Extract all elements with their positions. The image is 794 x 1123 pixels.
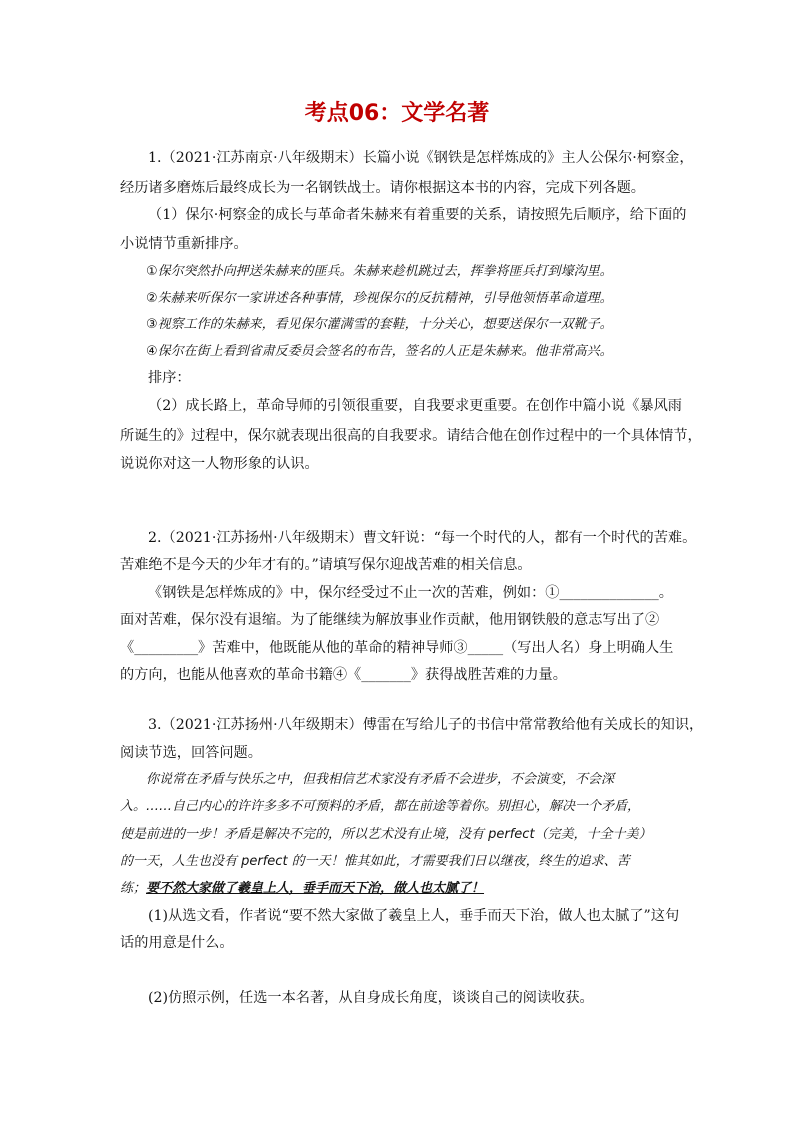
q2-stem-line-1: 2.（2021·江苏扬州·八年级期末）曹文轩说：“每一个时代的人，都有一个时代的苦难。 [148,530,697,546]
q3-sub2-line: (2)仿照示例，任选一本名著，从自身成长角度，谈谈自己的阅读收获。 [148,990,594,1006]
q1-option-1: ①保尔突然扑向押送朱赫来的匪兵。朱赫来趁机跳过去，挥拳将匪兵打到壕沟里。 [146,264,613,279]
q1-sub2-line-1: （2）成长路上，革命导师的引领很重要，自我要求更重要。在创作中篇小说《暴风雨 [148,398,682,414]
q1-stem-line-2: 经历诸多磨炼后最终成长为一名钢铁战士。请你根据这本书的内容，完成下列各题。 [120,180,645,196]
q3-stem-line-1: 3.（2021·江苏扬州·八年级期末）傅雷在写给儿子的书信中常常教给他有关成长的知识， [148,717,704,733]
q2-blank-line-2: 面对苦难，保尔没有退缩。为了能继续为解放事业作贡献，他用钢铁般的意志写出了② [120,612,660,628]
page-title: 考点06：文学名著 [304,101,490,126]
q3-excerpt-line-3: 使是前进的一步！矛盾是解决不完的，所以艺术没有止境，没有 perfect（完美，十全十美） [120,827,652,842]
q3-excerpt-line-5 [120,879,484,899]
q1-option-2: ②朱赫来听保尔一家讲述各种事情，珍视保尔的反抗精神，引导他领悟革命道理。 [146,291,613,306]
q3-excerpt-line-2: 入。……自己内心的许许多多不可预料的矛盾，都在前途等着你。别担心，解决一个矛盾， [120,799,641,814]
q3-excerpt-line-5-start: 练； [120,881,147,896]
q2-blank-line-1: 《钢铁是怎样炼成的》中，保尔经受过不止一次的苦难，例如：①______________。 [148,585,673,601]
q3-excerpt-line-4: 的一天，人生也没有 perfect 的一天！惟其如此，才需要我们日以继夜，终生的追求、苦 [120,854,630,869]
q1-sub1-line-2: 小说情节重新排序。 [120,236,248,252]
q2-blank-line-4: 的方向，也能从他喜欢的革命书籍④《_______》获得战胜苦难的力量。 [120,667,567,683]
q3-sub1-line-1: (1)从选文看，作者说“要不然大家做了羲皇上人，垂手而天下治，做人也太腻了”这句 [148,908,680,924]
q1-option-3: ③视察工作的朱赫来，看见保尔灌满雪的套鞋，十分关心，想要送保尔一双靴子。 [146,317,613,332]
q2-stem-line-2: 苦难绝不是今天的少年才有的。”请填写保尔迎战苦难的相关信息。 [120,557,532,573]
q3-excerpt-underlined-sentence: 要不然大家做了羲皇上人，垂手而天下治，做人也太腻了！ [146,881,485,896]
q1-sub2-line-2: 所诞生的》过程中，保尔就表现出很高的自我要求。请结合他在创作过程中的一个具体情节， [120,428,702,444]
q3-stem-line-2: 阅读节选，回答问题。 [120,745,262,761]
q3-excerpt-line-1: 你说常在矛盾与快乐之中，但我相信艺术家没有矛盾不会进步，不会演变，不会深 [146,772,615,787]
q1-sub2-line-3: 说说你对这一人物形象的认识。 [120,456,319,472]
q3-sub1-line-2: 话的用意是什么。 [120,935,234,951]
q1-stem-line-1: 1.（2021·江苏南京·八年级期末）长篇小说《钢铁是怎样炼成的》主人公保尔·柯察金， [148,150,694,166]
q1-order-label: 排序： [148,370,191,386]
q2-blank-line-3: 《_________》苦难中，他既能从他的革命的精神导师③_____（写出人名）身上明确人生 [120,640,674,656]
q1-option-4: ④保尔在街上看到省肃反委员会签名的布告，签名的人正是朱赫来。他非常高兴。 [146,344,613,359]
q1-sub1-line-1: （1）保尔·柯察金的成长与革命者朱赫来有着重要的关系，请按照先后顺序，给下面的 [148,207,687,223]
